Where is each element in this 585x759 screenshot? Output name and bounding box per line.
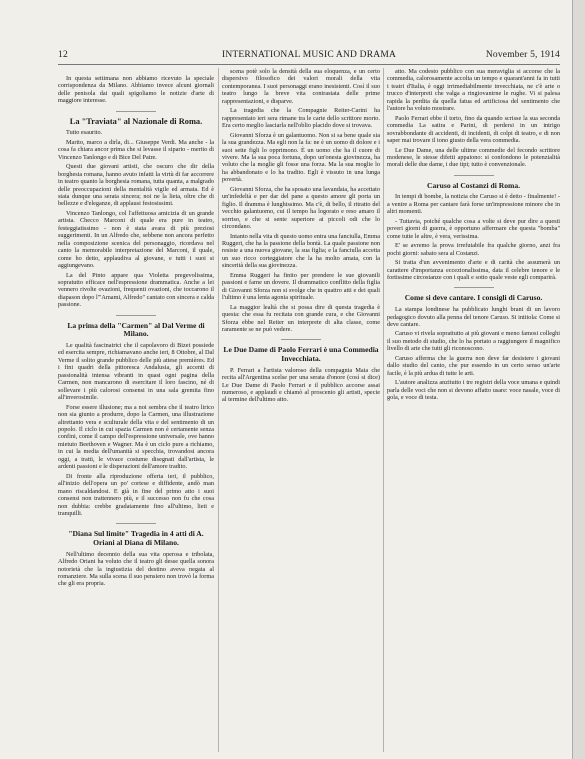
article-paragraph: In tempi di bombe, la notizia che Caruso si è detto - finalmente! - a venire a Roma per cantare farà forse un'impressione minore che in altri momenti.: [387, 193, 560, 216]
section-divider: [454, 287, 494, 288]
section-divider: [116, 523, 156, 524]
article-headline: Come si deve cantare. I consigli di Caruso.: [404, 293, 543, 303]
article-paragraph: L'autore analizza anzitutto i tre registri della voce umana e quindi parla delle voci che non si devono affatto usare: voce nasale, voce di gola, e voce di testa.: [387, 379, 560, 402]
article-headline: Caruso al Costanzi di Roma.: [426, 180, 521, 190]
column-3: [387, 68, 560, 752]
article-paragraph: Caruso afferma che la guerra non deve far desistere i giovani dallo studio del canto, che pur essendo in un certo senso un'arte facile, è la più ardua di tutte le arti.: [387, 354, 560, 377]
article-headline: La prima della "Carmen" al Dal Verme di Milano.: [67, 320, 205, 339]
article-paragraph: P. Ferrari a l'artista valoroso della compagnia Maia che recita all'Argentina scelse per una serata d'onore (così si dice) Le Due Dame di Paolo Ferrari e il pubblico accorse assai numeroso, e applaudì e chiamò al proscenio gli artisti, specie al termine dell'ultimo atto.: [222, 366, 380, 404]
article-paragraph: Intanto nella vita di questo uomo entra una fanciulla, Emma Ruggeri, che ha la passione della bontà. La quale passione non resiste a una nuova giovane, la sua figlia; e la fanciulla accetta un suo ricco corteggiatore che la ha molto amata, con la sincerità della sua giovinezza.: [222, 232, 380, 270]
issue-date: November 5, 1914: [485, 50, 560, 60]
article-paragraph: Marito, marco a dirla, di... Giuseppe Verdi. Ma anche - la cosa fa chiara ancor prima che si levasse il sipario - merito di Vincenzo Tanlongo e di Bice Del Patre.: [58, 138, 214, 161]
article-paragraph: Di fronte alla riproduzione offerta ieri, il pubblico, all'inizio dell'opera un po' cortese e diffidente, andò man mano riscaldandosi. E già in fine del primo atto i suoi consensi non trattennero più, e il successo non fu che cosa non dubbia: crebbe gradatamente fino all'ultimo, lieti e tranquilli.: [58, 472, 214, 517]
article-paragraph: Giovanni Sforza, che ha sposato una lavandaia, ha accettato un'infedeltà e per dar del pane a questo amore gli porta un figlio. Il dramma è lunghissimo. Ma c'è, di bello, il ritratto del vecchio galantuomo, cui il tempo ha logorato e reso amaro il sorriso, e che si sente superiore ai piccoli odi che lo circondano.: [222, 185, 380, 231]
adjacent-page-edge: [572, 0, 585, 759]
column-2: [222, 68, 380, 752]
article-paragraph: Giovanni Sforza è un galantuomo. Non si sa bene quale sia la sua grandezza. Ma egli non la fa: ne è un uomo di dolore e i suoi sette figli lo opprimono. È un uomo che ha il cuore di vivere. Ma la sua poca fortuna, dopo un'onesta giovinezza, ha voluto che la moglie gli fosse una forza. Ma la sua moglie lo ha abbandonato e lo ha tradito. Egli è vissuto in una lunga povertà.: [222, 131, 380, 184]
publication-title: INTERNATIONAL MUSIC AND DRAMA: [221, 50, 397, 60]
article-paragraph: Paolo Ferrari ebbe il torto, fino da quando scrisse la sua seconda commedia La satira e Parini, di perdersi in un intrigo sovrabbondante di accidenti, di incidenti, di colpi di teatro, e di non saper mai trovare il tono giusto della vera commedia.: [387, 114, 560, 145]
header-rule: [58, 64, 560, 65]
page-header: [58, 50, 560, 64]
article-paragraph: E' se avremo la prova irrefutabile fra qualche giorno, anzi fra pochi giorni: sabato sera al Costanzi.: [387, 242, 560, 257]
article-paragraph: Questi due giovani artisti, che oscuro che dir della borghesia romana, hanno avuto infatti la virtù di far accorrere in teatro quanto la borghesia romana, tutta quanta, a malgrado delle preoccupazioni della mentalità vigile ed armata. Ed è stata dunque una serata sincera; noi ne la lieta, oltre che di bellezze e d'eleganze, di applausi festosissimi.: [58, 163, 214, 208]
article-paragraph: Forse essere illusione; ma a noi sembra che il teatro lirico non sia giunto a produrre, dopo la Carmen, una illustrazione altrettanto vera e sculturale della vita e del sentimento di un popolo. Il ciclo in cui spazia Carmen non è certamente senza confini, come il campo dell'espressione universale, ove hanno mietuto Beethoven e Wagner. Ma è un ciclo pure a richiamo, in cui la media dell'umanità si specchia, trovandosi ancora oggi, a tratti, le vivace costume disegnati dall'artista, le ardenti passioni e le disperazioni dell'amore tradito.: [58, 403, 214, 471]
column-divider: [383, 68, 384, 752]
article-paragraph: La tragedia che la Compagnie Reiter-Carini ha rappresentato ieri sera rimane tra le carte dello scrittore morto. Era certo meglio lasciarla nell'oblio placido dove si trovava.: [222, 107, 380, 130]
article-paragraph: Caruso vi rivela soprattutto ai più giovani e meno famosi colleghi il suo metodo di studio, che lo ha portato a raggiungere il magnifico livello di arte che tutti gli riconoscono.: [387, 330, 560, 353]
article-paragraph: scena potè solo la densità della sua eloquenza, e un certo dispersivo filosofico dei valori morali della vita contemporanea. I suoi personaggi erano inesistenti. Così il suo teatro lungo la breve vita contrastata delle prime rappresentazioni, e disparve.: [222, 68, 380, 105]
article-paragraph: Le Due Dame, una delle ultime commedie del fecondo scrittore modenese, le stesse difetti appaiono: si confondono le potenzialità morali delle due dame, i due tipi; tutto è convenzionale.: [387, 146, 560, 169]
section-divider: [116, 315, 156, 316]
article-headline: "Diana Sul limite" Tragedia in 4 atti di A. Oriani al Diana di Milano.: [68, 529, 204, 548]
section-divider: [116, 111, 156, 112]
section-divider: [454, 175, 494, 176]
section-divider: [281, 339, 321, 340]
column-divider: [218, 68, 219, 752]
article-paragraph: Tutto esaurito.: [66, 129, 103, 137]
article-paragraph: Vincenzo Tanlongo, col l'affettuosa amicizia di un grande artista. Checco Marconi di quale era pure in teatro, festeggiatissimo - non è stata avara di più preziosi suggerimenti. In un Alfredo che, sebbene non ancora perfetto nella composizione scenica del personaggio, ricordava nel canto la memorabile interpretazione del Marconi, il quale, come ho detto, applaudiva al giovane, e tutti i suoi si aggiungevano.: [58, 209, 214, 270]
article-headline: Le Due Dame di Paolo Ferrari è una Commedia Invecchiata.: [223, 345, 379, 363]
article-paragraph: atto. Ma codesto pubblico con sua meraviglia si accorse che la commedia, calorosamente accolta un tempo e quarant'anni fa in tutti i teatri d'Italia, è oggi irrimediabilmente invecchiata, ne c'è arte o trucco d'interpreti che valga a ringiovanirne le rughe. Vi si palesa rapida la perdita da quella fatua ed artificiosa del sentimento che l'autore ha voluto mostrare.: [387, 68, 560, 113]
article-paragraph: - Tuttavia, poiché qualche cosa a volte si deve pur dire a questi poveri giorni di guerra, è opportuno affermare che questa "bomba" come tutte le altre, è vera, verissima.: [387, 217, 560, 240]
intro-paragraph: In questa settimana non abbiamo ricevuto la speciale corrispondenza da Milano. Abbiamo invece alcuni giornali delle penisola dai quali spigoliamo le notizie d'arte di maggiore interesse.: [58, 75, 214, 105]
article-paragraph: Le qualità fascinatrici che il capolavoro di Bizet possiede ed esercita sempre, richiamavano anche ieri, 8 Ottobre, al Dal Verme il solito grande pubblico delle più attese premières. Ed i fini quadri della pittoresca Andalusia, gli accenti di passionalità intensa vibranti in quasi ogni pagina della Carmen, non mancarono di esercitare il loro fascino, né di sollevare i più calorosi consensi in una sala gremita fino all'inverosimile.: [58, 342, 214, 402]
article-paragraph: La del Pinto appare qua Violetta pregevolissima, sopratutto efficace nell'espressione drammatica. Anche a lei vennero rivolte ovazioni, frequenti ovazioni, che toccarono il diapason dopo l'"Amami, Alfredo" cantato con sincera e calda passione.: [58, 271, 214, 309]
article-headline: La "Traviata" al Nazionale di Roma.: [69, 116, 203, 126]
article-paragraph: Nell'ultimo decennio della sua vita operosa e tribolata, Alfredo Oriani ha voluto che il teatro gli desse quella sonora notorietà che la ingiustizia del destino aveva negata al romanziere. Ma sulla scena il suo pensiero non trovò la forma che gli era propria.: [58, 550, 214, 588]
article-paragraph: Si tratta d'un avvenimento d'arte e di carità che assumerà un carattere d'importanza eccezionalissima, data il celebre tenore e le fortissime circostanze con i quali e sotto quale veste egli comparirà.: [387, 259, 560, 282]
page-number: 12: [58, 50, 68, 60]
article-paragraph: Emma Ruggeri ha finito per prendere le sue giovanili passioni e farne un dovere. Il drammatico conflitto della figlia di Giovanni Sforza non si svolge che in quattro atti e dei quali l'ultimo è una lenta agonia spirituale.: [222, 271, 380, 302]
column-1: [58, 68, 214, 752]
article-paragraph: La maggior lealtà che si possa dire di questa tragedia è questa: che essa fu recitata con grande cura, e che Giovanni Sforza ebbe nel Reiter un interprete di alta classe, come raramente se ne può vedere.: [222, 303, 380, 333]
article-paragraph: La stampa londinese ha pubblicato lunghi brani di un lavoro pedagogico dovuto alla penna del tenore Caruso. Si intitola: Come si deve cantare.: [387, 306, 560, 328]
